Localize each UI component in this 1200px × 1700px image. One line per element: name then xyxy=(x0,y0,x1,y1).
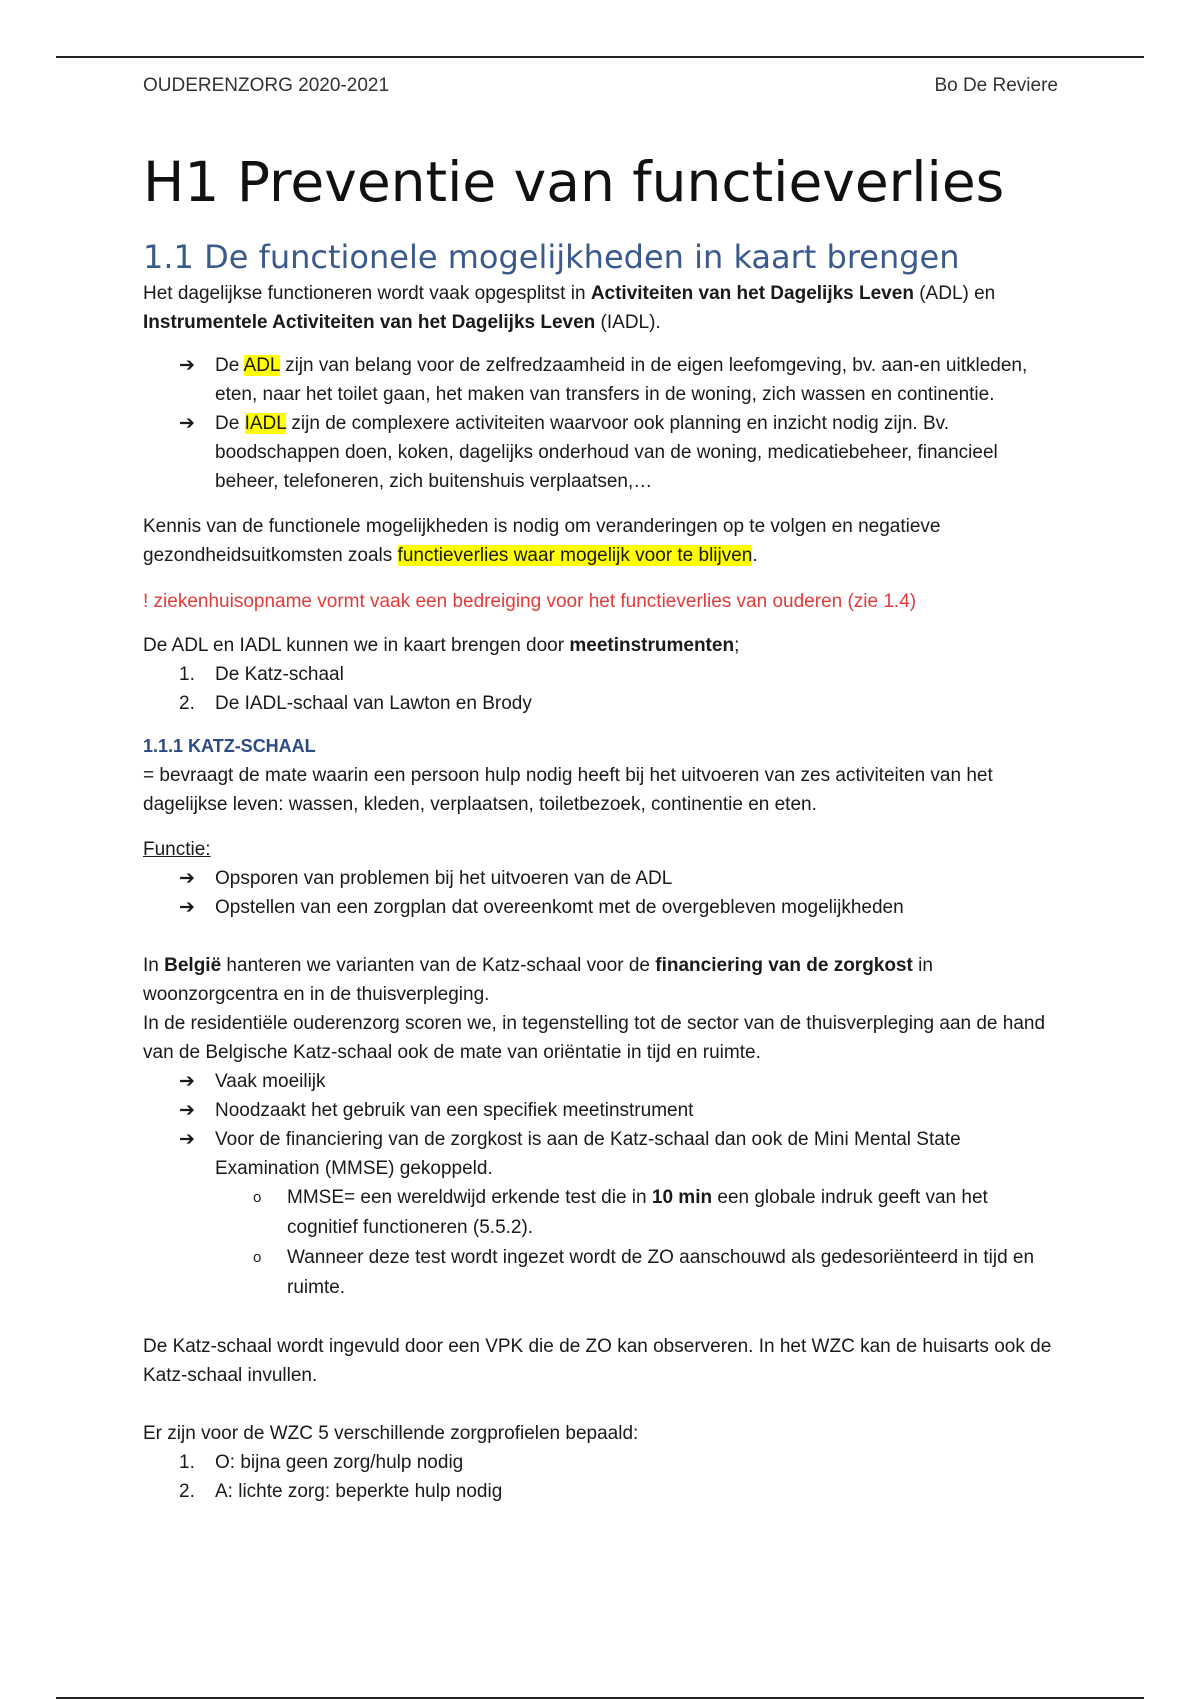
list-item: 2. De IADL-schaal van Lawton en Brody xyxy=(179,693,532,715)
list-item: o MMSE= een wereldwijd erkende test die in 10 min een globale indruk geeft van het cognitief functioneren (5.5.2). xyxy=(143,1183,1058,1243)
katz-definition: = bevraagt de mate waarin een persoon hulp nodig heeft bij het uitvoeren van zes activiteiten van het dagelijkse leven: wassen, kleden, verplaatsen, toiletbezoek, continentie en eten. xyxy=(143,765,993,816)
meet-paragraph: De ADL en IADL kunnen we in kaart brengen door meetinstrumenten; xyxy=(143,635,740,657)
list-item: ➔ Vaak moeilijk xyxy=(143,1067,1058,1096)
functie-list xyxy=(143,864,1058,922)
belgie-paragraph: In België hanteren we varianten van de Katz-schaal voor de financiering van de zorgkost in woonzorgcentra en in de thuisverpleging. xyxy=(143,955,933,1006)
circle-bullet-icon: o xyxy=(253,1189,262,1207)
arrow-icon: ➔ xyxy=(179,897,195,919)
intro-paragraph: Het dagelijkse functioneren wordt vaak opgesplitst in Activiteiten van het Dagelijks Leven (ADL) en Instrumentele Activiteiten van het Dagelijks Leven (IADL). xyxy=(143,283,996,334)
list-item: ➔ De IADL zijn de complexere activiteiten waarvoor ook planning en inzicht nodig zijn. Bv. boodschappen doen, koken, dagelijks onderhoud van de woning, medicatiebeheer, financieel beheer, telefoneren, zich buitenshuis verplaatsen,… xyxy=(143,409,1058,496)
circle-bullet-icon: o xyxy=(253,1249,262,1267)
list-item: ➔ Opsporen van problemen bij het uitvoeren van de ADL xyxy=(143,864,1058,893)
list-item: o Wanneer deze test wordt ingezet wordt de ZO aanschouwd als gedesoriënteerd in tijd en ruimte. xyxy=(143,1243,1058,1303)
subsection-heading: 1.1.1 KATZ-SCHAAL xyxy=(143,736,316,757)
warning-note: ! ziekenhuisopname vormt vaak een bedreiging voor het functieverlies van ouderen (zie 1.4) xyxy=(143,591,917,613)
functie-label: Functie: xyxy=(143,839,211,861)
page-header xyxy=(143,75,1058,97)
profielen-paragraph: Er zijn voor de WZC 5 verschillende zorgprofielen bepaald: xyxy=(143,1423,639,1445)
list-item: ➔ Opstellen van een zorgplan dat overeenkomt met de overgebleven mogelijkheden xyxy=(143,893,1058,922)
header-author: Bo De Reviere xyxy=(934,75,1058,96)
arrow-icon: ➔ xyxy=(179,868,195,890)
list-item: 2. A: lichte zorg: beperkte hulp nodig xyxy=(179,1481,503,1503)
list-item: ➔ Voor de financiering van de zorgkost is aan de Katz-schaal dan ook de Mini Mental State Examination (MMSE) gekoppeld. xyxy=(143,1125,1058,1183)
list-item: ➔ De ADL zijn van belang voor de zelfredzaamheid in de eigen leefomgeving, bv. aan-en uitkleden, eten, naar het toilet gaan, het maken van transfers in de woning, zich wassen en continentie. xyxy=(143,351,1058,409)
footer-rule xyxy=(56,1697,1144,1699)
document-page xyxy=(143,72,1058,1506)
arrow-icon: ➔ xyxy=(179,413,195,435)
arrow-icon: ➔ xyxy=(179,1129,195,1151)
adl-list xyxy=(143,351,1058,496)
arrow-icon: ➔ xyxy=(179,1100,195,1122)
residentieel-paragraph: In de residentiële ouderenzorg scoren we, in tegenstelling tot de sector van de thuisverpleging aan de hand van de Belgische Katz-schaal ook de mate van oriëntatie in tijd en ruimte. xyxy=(143,1013,1046,1064)
profielen-list xyxy=(143,1448,1058,1506)
kennis-paragraph: Kennis van de functionele mogelijkheden is nodig om veranderingen op te volgen en negatieve gezondheidsuitkomsten zoals functieverlies waar mogelijk voor te blijven. xyxy=(143,516,941,567)
mmse-list xyxy=(143,1183,1058,1303)
arrow-icon: ➔ xyxy=(179,355,195,377)
list-item: 1. O: bijna geen zorg/hulp nodig xyxy=(179,1452,464,1474)
header-rule xyxy=(56,56,1144,58)
residentieel-list xyxy=(143,1067,1058,1183)
section-heading: 1.1 De functionele mogelijkheden in kaart brengen xyxy=(143,238,960,276)
header-course: OUDERENZORG 2020-2021 xyxy=(143,75,390,96)
arrow-icon: ➔ xyxy=(179,1071,195,1093)
vpk-paragraph: De Katz-schaal wordt ingevuld door een VPK die de ZO kan observeren. In het WZC kan de huisarts ook de Katz-schaal invullen. xyxy=(143,1336,1052,1387)
list-item: 1. De Katz-schaal xyxy=(179,664,344,686)
list-item: ➔ Noodzaakt het gebruik van een specifiek meetinstrument xyxy=(143,1096,1058,1125)
chapter-title: H1 Preventie van functieverlies xyxy=(143,150,1005,214)
meet-list xyxy=(143,660,1058,718)
